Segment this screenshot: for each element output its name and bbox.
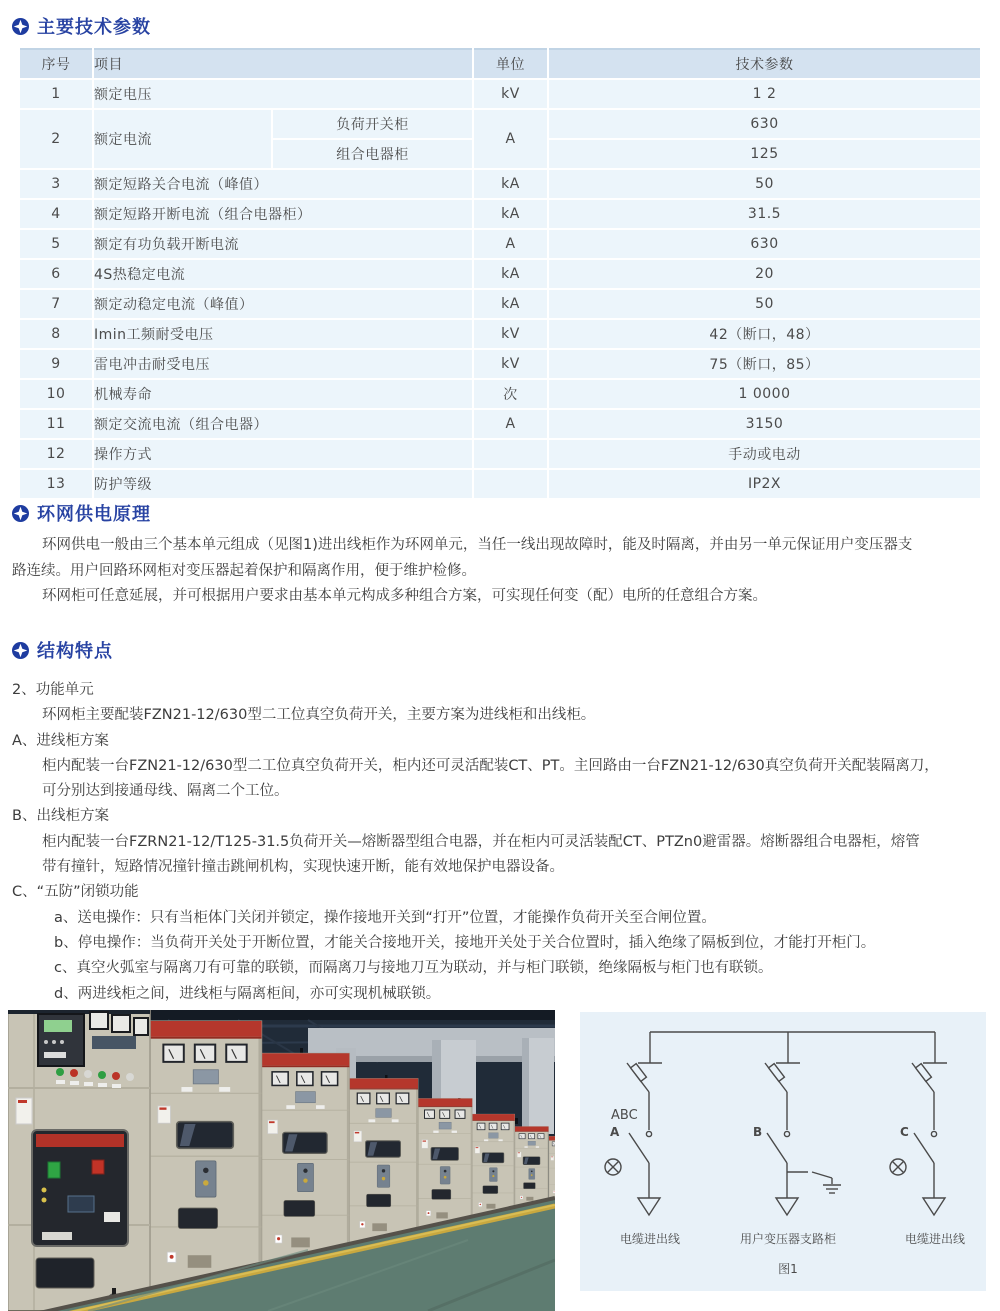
front-cabinet (8, 1010, 150, 1311)
section-principle-header (12, 500, 151, 526)
features-paragraphs (12, 678, 990, 1007)
cell-unit: kA (473, 289, 548, 319)
cell-unit: kV (473, 319, 548, 349)
feature-line: 可分别达到接通母线、隔离二个工位。 (42, 783, 289, 800)
cell-item: 4S热稳定电流 (93, 259, 473, 289)
cell-no: 7 (20, 289, 93, 319)
cell-value: 1 0000 (548, 379, 980, 409)
cell-value: 630 (548, 109, 980, 139)
cell-no: 11 (20, 409, 93, 439)
cell-no: 12 (20, 439, 93, 469)
section-params-title: 主要技术参数 (37, 17, 151, 38)
cell-item: 额定短路开断电流（组合电器柜） (93, 199, 473, 229)
table-row (20, 469, 980, 499)
cell-unit: kA (473, 259, 548, 289)
feature-line: d、两进线柜之间，进线柜与隔离柜间，亦可实现机械联锁。 (54, 985, 441, 1002)
cell-item: Imin工频耐受电压 (93, 319, 473, 349)
cell-unit (473, 469, 548, 499)
cell-item: 雷电冲击耐受电压 (93, 349, 473, 379)
figure-label-abc: ABC (611, 1108, 638, 1123)
section-bullet-icon (12, 505, 29, 522)
cell-value: IP2X (548, 469, 980, 499)
table-row (20, 109, 980, 139)
cell-value: 75（断口，85） (548, 349, 980, 379)
cell-value: 31.5 (548, 199, 980, 229)
table-row (20, 319, 980, 349)
cell-unit: kA (473, 199, 548, 229)
cell-no: 9 (20, 349, 93, 379)
principle-line: 环网柜可任意延展，并可根据用户要求由基本单元构成多种组合方案，可实现任何变（配）电所的任意组合方案。 (42, 588, 767, 604)
feature-line: 柜内配装一台FZRN21-12/T125-31.5负荷开关—熔断器型组合电器，并在柜内可灵活装配CT、PTZn0避雷器。熔断器组合电器柜，熔管 (42, 833, 920, 850)
cell-unit: kA (473, 169, 548, 199)
branch-c (890, 1032, 947, 1215)
cell-item: 机械寿命 (93, 379, 473, 409)
cell-value: 125 (548, 139, 980, 169)
feature-line: C、“五防”闭锁功能 (12, 884, 139, 901)
cell-value: 手动或电动 (548, 439, 980, 469)
figure-title: 图1 (778, 1262, 798, 1276)
cell-value: 50 (548, 289, 980, 319)
feature-line: 带有撞针，短路情况撞针撞击跳闸机构，实现快速开断，能有效地保护电器设备。 (42, 859, 564, 876)
section-params-header (12, 13, 151, 39)
table-row (20, 169, 980, 199)
principle-paragraphs (12, 533, 990, 610)
switchgear-photo (8, 1010, 555, 1311)
feature-line: 2、功能单元 (12, 682, 94, 698)
cell-no: 6 (20, 259, 93, 289)
feature-line: 环网柜主要配装FZN21-12/630型二工位真空负荷开关，主要方案为进线柜和出线柜。 (42, 707, 596, 724)
section-bullet-icon (12, 18, 29, 35)
cell-value: 3150 (548, 409, 980, 439)
cell-unit: kV (473, 349, 548, 379)
feature-line: 柜内配装一台FZN21-12/630型二工位真空负荷开关，柜内还可灵活配装CT、PT。主回路由一台FZN21-12/630真空负荷开关配装隔离刀， (42, 757, 939, 774)
cell-value: 20 (548, 259, 980, 289)
cell-no: 13 (20, 469, 93, 499)
cell-unit: A (473, 409, 548, 439)
cell-unit: A (473, 229, 548, 259)
feature-line: c、真空火弧室与隔离刀有可靠的联锁，而隔离刀与接地刀互为联动，并与柜门联锁，绝缘隔板与柜门也有联锁。 (54, 960, 773, 977)
switchgear-photo-illustration (8, 1010, 555, 1311)
tech-params-table (20, 48, 980, 500)
section-bullet-icon (12, 642, 29, 659)
cell-unit: kV (473, 79, 548, 109)
cell-item: 额定动稳定电流（峰值） (93, 289, 473, 319)
table-row (20, 259, 980, 289)
cell-no: 10 (20, 379, 93, 409)
table-row (20, 379, 980, 409)
cell-item: 操作方式 (93, 439, 473, 469)
table-row (20, 349, 980, 379)
cell-no: 3 (20, 169, 93, 199)
figure-label-b: B (753, 1125, 763, 1139)
cell-item: 额定电流 (93, 109, 272, 169)
lamp-icon (890, 1159, 906, 1175)
table-row (20, 289, 980, 319)
header-no: 序号 (20, 49, 93, 79)
principle-line: 环网供电一般由三个基本单元组成（见图1)进出线柜作为环网单元，当任一线出现故障时，能及时隔离，并由另一单元保证用户变压器支 (42, 537, 913, 553)
branch-a (605, 1032, 662, 1215)
table-row (20, 229, 980, 259)
feature-line: B、出线柜方案 (12, 808, 109, 825)
cell-value: 630 (548, 229, 980, 259)
table-row (20, 199, 980, 229)
principle-line: 路连续。用户回路环网柜对变压器起着保护和隔离作用，便于维护检修。 (12, 562, 476, 579)
cell-unit: 次 (473, 379, 548, 409)
cell-no: 5 (20, 229, 93, 259)
cell-value: 42（断口，48） (548, 319, 980, 349)
cell-value: 50 (548, 169, 980, 199)
feature-line: A、进线柜方案 (12, 732, 109, 749)
cell-subitem: 负荷开关柜 (272, 109, 473, 139)
cell-item: 额定有功负载开断电流 (93, 229, 473, 259)
figure-caption-middle: 用户变压器支路柜 (739, 1232, 837, 1246)
figure-caption-right: 电缆进出线 (904, 1232, 966, 1246)
table-row (20, 439, 980, 469)
table-row (20, 409, 980, 439)
figure-label-a: A (610, 1125, 620, 1139)
figure-caption-left: 电缆进出线 (619, 1232, 681, 1246)
table-row (20, 79, 980, 109)
cell-unit (473, 439, 548, 469)
cell-item: 额定短路关合电流（峰值） (93, 169, 473, 199)
cell-subitem: 组合电器柜 (272, 139, 473, 169)
section-features-title: 结构特点 (37, 641, 113, 662)
cell-no: 1 (20, 79, 93, 109)
cell-item: 防护等级 (93, 469, 473, 499)
figure1-diagram (580, 1012, 986, 1291)
figure1-panel (580, 1012, 986, 1291)
feature-line: a、送电操作：只有当柜体门关闭并锁定，操作接地开关到“打开”位置，才能操作负荷开关至合闸位置。 (54, 909, 716, 926)
header-value: 技术参数 (548, 49, 980, 79)
lamp-icon (605, 1159, 621, 1175)
section-principle-title: 环网供电原理 (37, 504, 151, 525)
cell-no: 2 (20, 109, 93, 169)
ground-switch-icon (787, 1172, 841, 1193)
figure-label-c: C (900, 1125, 909, 1139)
cell-item: 额定交流电流（组合电器） (93, 409, 473, 439)
section-features-header (12, 637, 113, 663)
cell-item: 额定电压 (93, 79, 473, 109)
header-unit: 单位 (473, 49, 548, 79)
cell-value: 1 2 (548, 79, 980, 109)
table-header-row (20, 49, 980, 79)
cell-unit: A (473, 109, 548, 169)
feature-line: b、停电操作：当负荷开关处于开断位置，才能关合接地开关，接地开关处于关合位置时，插入绝缘了隔板到位，才能打开柜门。 (54, 934, 876, 951)
header-item: 项目 (93, 49, 473, 79)
branch-b (765, 1032, 841, 1215)
cell-no: 4 (20, 199, 93, 229)
cell-no: 8 (20, 319, 93, 349)
